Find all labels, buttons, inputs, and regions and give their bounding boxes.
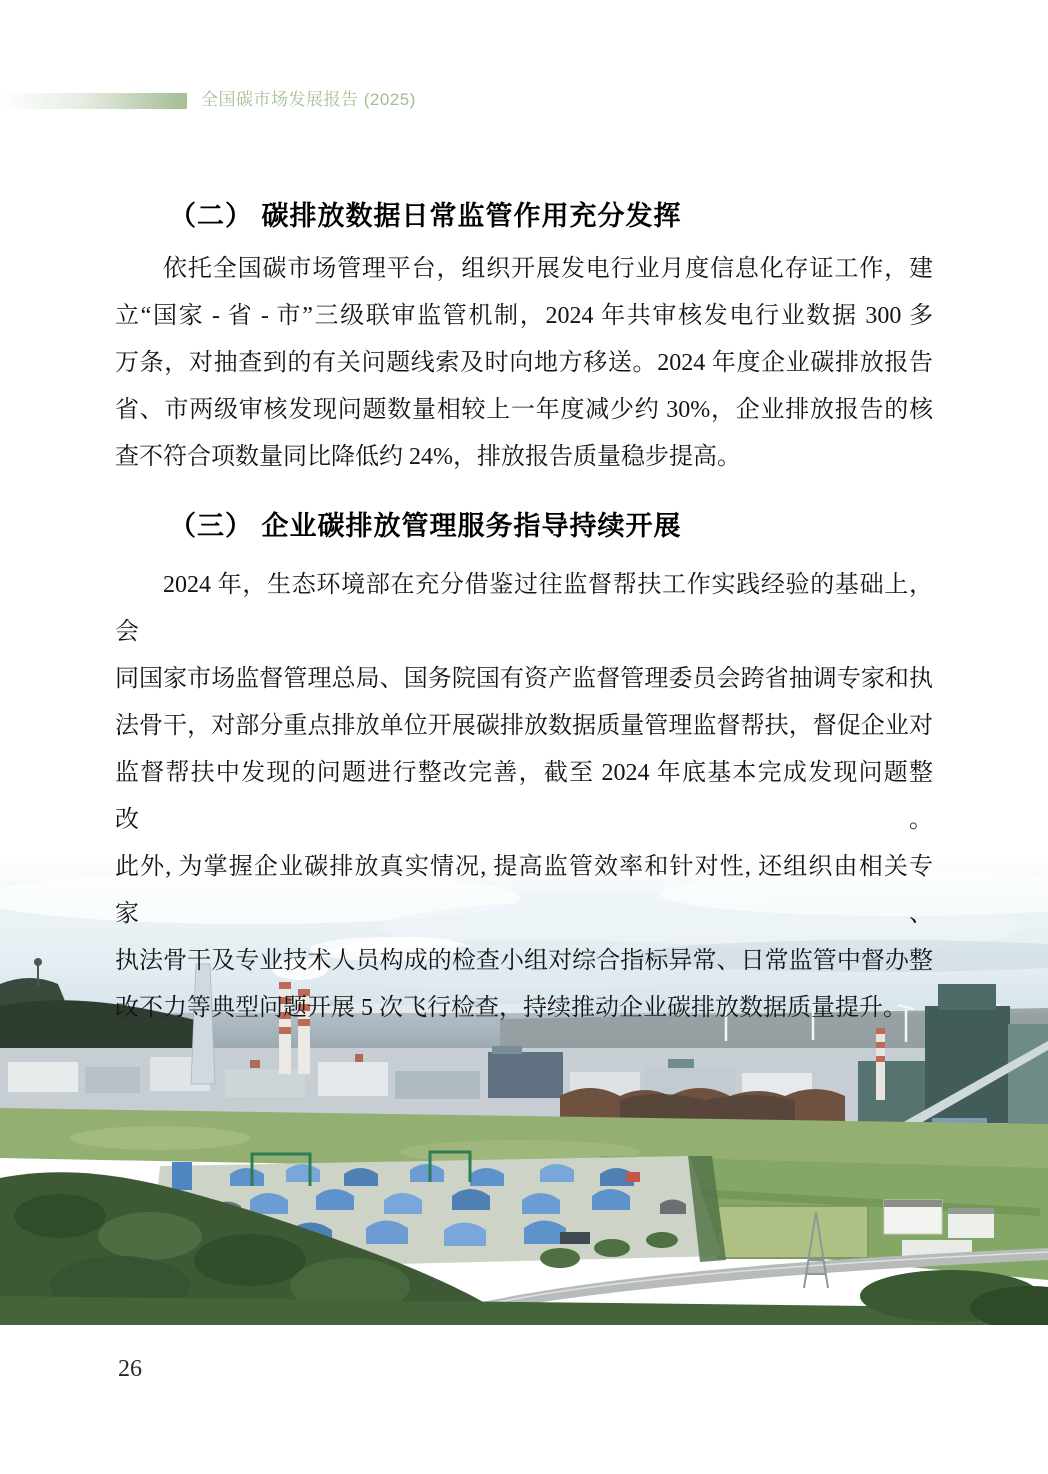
industrial-area-photo: [0, 856, 1048, 1325]
paragraph-line: 执法骨干及专业技术人员构成的检查小组对综合指标异常、日常监管中督办整: [115, 948, 933, 974]
paragraph-line: 改不力等典型问题开展 5 次飞行检查，持续推动企业碳排放数据质量提升。: [115, 995, 907, 1021]
photo-top-fade: [0, 856, 1048, 904]
section-heading-3: （三） 企业碳排放管理服务指导持续开展: [169, 511, 682, 541]
paragraph-line: 法骨干，对部分重点排放单位开展碳排放数据质量管理监督帮扶，督促企业对: [115, 713, 933, 739]
paragraph-line: 立“国家 - 省 - 市”三级联审监管机制，2024 年共审核发电行业数据 300 多: [115, 303, 933, 329]
paragraph-section-2: [115, 246, 933, 481]
section-heading-2: （二） 碳排放数据日常监管作用充分发挥: [169, 201, 682, 231]
paragraph-line: 此外, 为掌握企业碳排放真实情况, 提高监管效率和针对性, 还组织由相关专家、: [115, 854, 933, 927]
page-number: 26: [118, 1356, 142, 1382]
header-accent-bar: [0, 93, 187, 109]
paragraph-line: 监督帮扶中发现的问题进行整改完善，截至 2024 年底基本完成发现问题整改。: [115, 760, 933, 833]
paragraph-line: 万条，对抽查到的有关问题线索及时向地方移送。2024 年度企业碳排放报告: [115, 350, 933, 376]
report-title: 全国碳市场发展报告 (2025): [201, 90, 416, 109]
paragraph-line: 查不符合项数量同比降低约 24%，排放报告质量稳步提高。: [115, 444, 741, 470]
paragraph-line: 同国家市场监督管理总局、国务院国有资产监督管理委员会跨省抽调专家和执: [115, 666, 933, 692]
paragraph-line: 省、市两级审核发现问题数量相较上一年度减少约 30%，企业排放报告的核: [115, 397, 933, 423]
paragraph-line: 2024 年，生态环境部在充分借鉴过往监督帮扶工作实践经验的基础上，会: [115, 572, 933, 645]
paragraph-line: 依托全国碳市场管理平台，组织开展发电行业月度信息化存证工作，建: [163, 256, 933, 282]
